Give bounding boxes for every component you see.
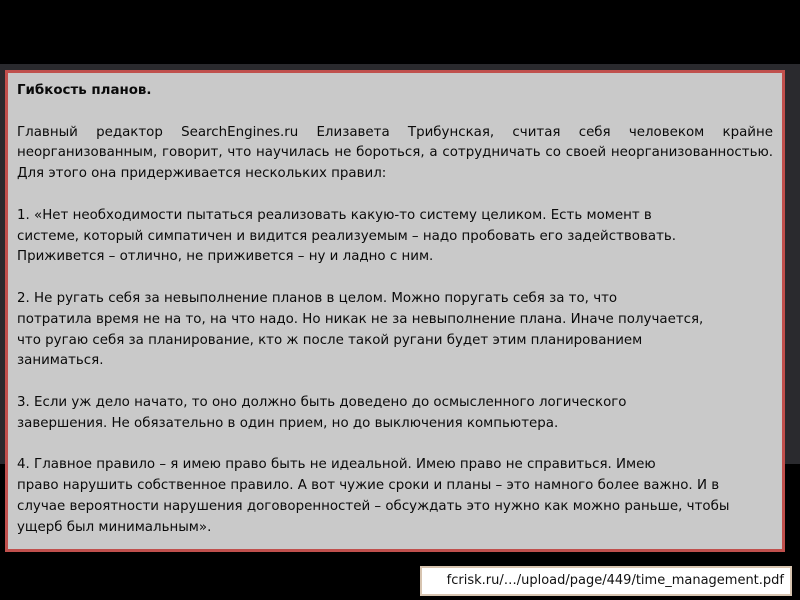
rule-4 (17, 455, 773, 538)
rule-line: Приживется – отлично, не приживется – ну и ладно с ним. (17, 249, 434, 265)
rule-3 (17, 393, 773, 435)
rule-line: 1. «Нет необходимости пытаться реализовать какую-то систему целиком. Есть момент в (17, 207, 652, 223)
rule-line: что ругаю себя за планирование, кто ж после такой ругани будет этим планированием (17, 332, 643, 348)
spacer (17, 268, 773, 289)
rule-line: право нарушить собственное правило. А вот чужие сроки и планы – это намного более важно. И в (17, 478, 720, 494)
rule-2 (17, 289, 773, 372)
rule-line: 4. Главное правило – я имею право быть не идеальной. Имею право не справиться. Имею (17, 457, 656, 473)
rule-line: 2. Не ругать себя за невыполнение планов в целом. Можно поругать себя за то, что (17, 290, 618, 306)
intro-paragraph: Главный редактор SearchEngines.ru Елизавета Трибунская, считая себя человеком крайне неорганизованным, говорит, что научилась не бороться, а сотрудничать со своей неорганизованностью. Для этого она придерживается нескольких правил: (17, 124, 773, 182)
rule-line: системе, который симпатичен и видится реализуемым – надо пробовать его задействовать. (17, 228, 677, 244)
source-link[interactable]: fcrisk.ru/…/upload/page/449/time_management.pdf (420, 566, 792, 596)
spacer (17, 102, 773, 123)
rule-1 (17, 206, 773, 268)
spacer (17, 185, 773, 206)
rule-line: заниматься. (17, 353, 104, 369)
rule-line: завершения. Не обязательно в один прием, но до выключения компьютера. (17, 415, 559, 431)
slide-title: Гибкость планов. (17, 83, 152, 98)
spacer (17, 435, 773, 456)
rule-line: потратила время не на то, на что надо. Но никак не за невыполнение плана. Иначе получается, (17, 311, 704, 327)
rule-line: 3. Если уж дело начато, то оно должно быть доведено до осмысленного логического (17, 394, 627, 410)
rule-line: случае вероятности нарушения договоренностей – обсуждать это нужно как можно раньше, чтобы (17, 498, 730, 514)
rule-line: ущерб был минимальным». (17, 519, 212, 535)
slide-text-box (5, 70, 785, 552)
top-background (0, 0, 800, 64)
spacer (17, 372, 773, 393)
